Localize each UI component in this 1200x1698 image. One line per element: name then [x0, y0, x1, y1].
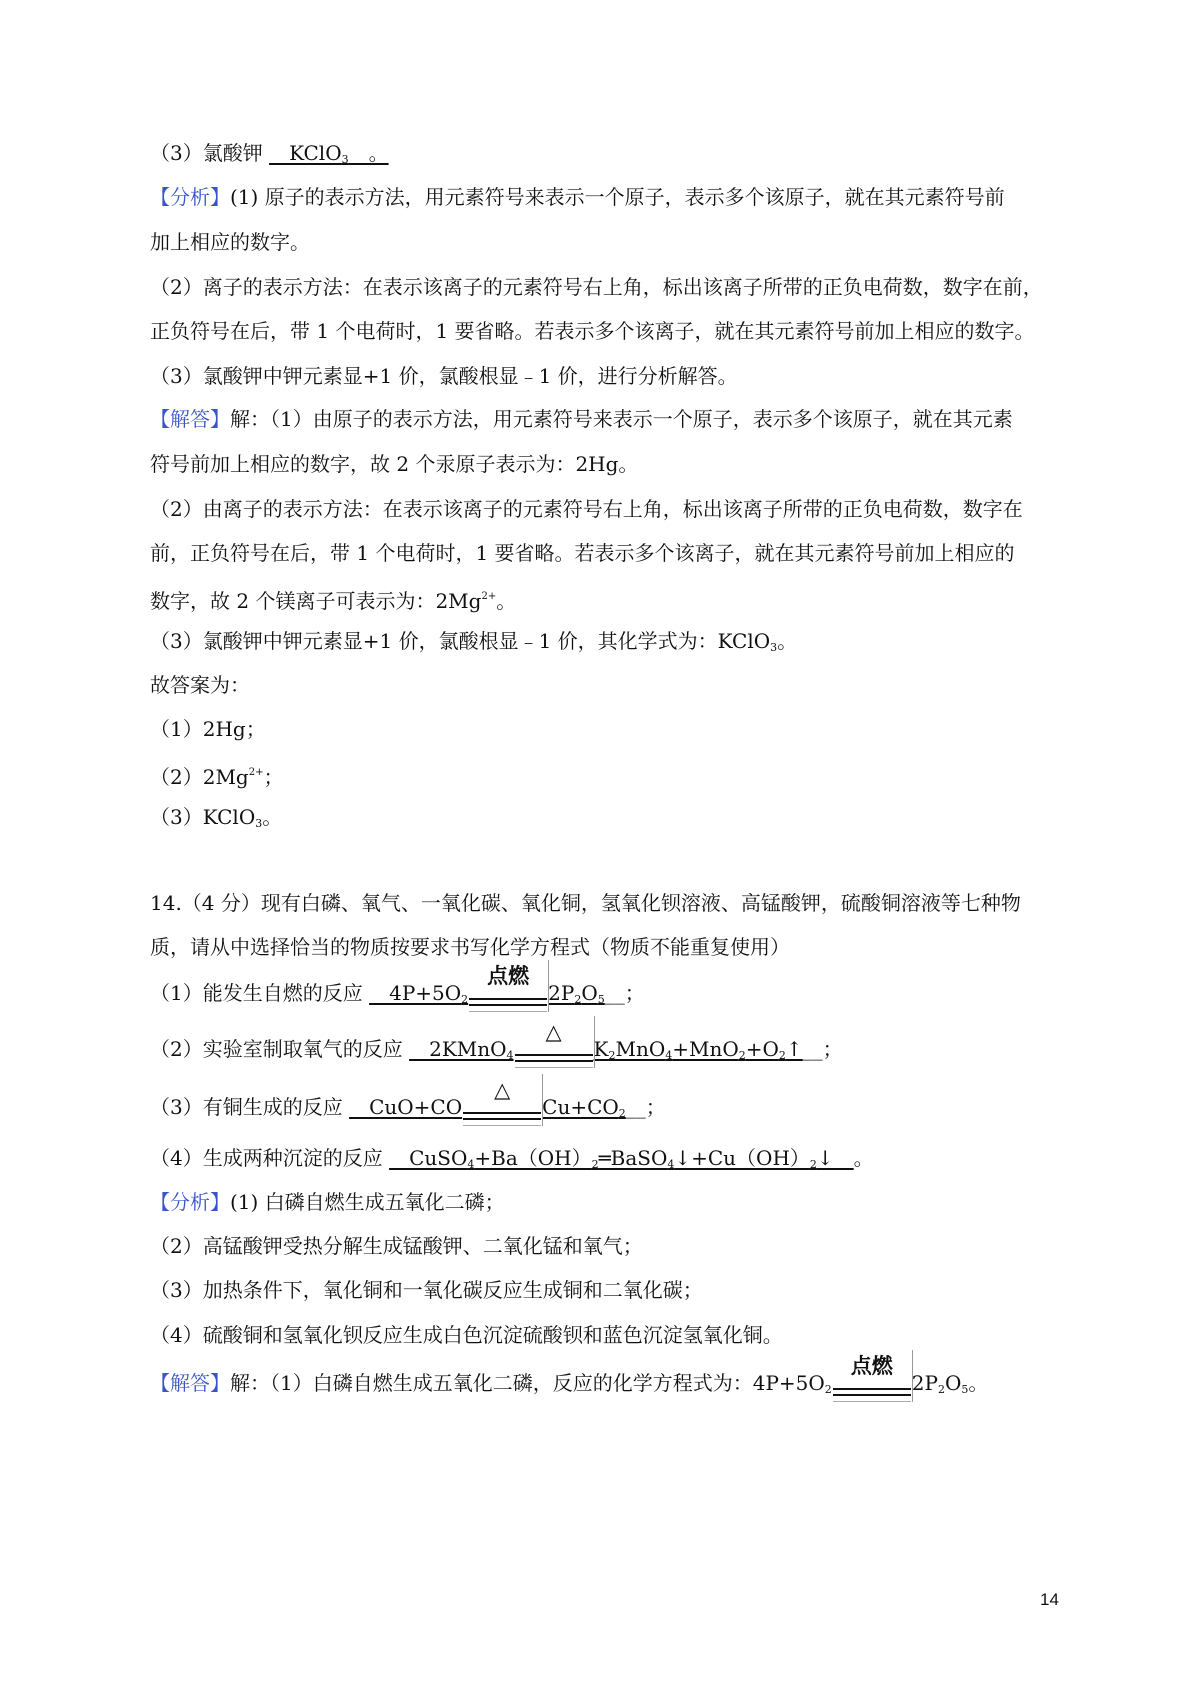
analysis-line-2: （2）离子的表示方法：在表示该离子的元素符号右上角，标出该离子所带的正负电荷数，数字在前， — [150, 275, 1043, 299]
answer-3: （3）KClO$_3$。 — [150, 805, 283, 830]
q14-stem-cont: 质，请从中选择恰当的物质按要求书写化学方程式（物质不能重复使用） — [150, 935, 790, 959]
q14-analysis-4: （4）硫酸铜和氢氧化钡反应生成白色沉淀硫酸钡和蓝色沉淀氢氧化铜。 — [150, 1323, 783, 1347]
solution-line-2: （2）由离子的表示方法：在表示该离子的元素符号右上角，标出该离子所带的正负电荷数，数字在 — [150, 497, 1023, 521]
q14-part3: （3）有铜生成的反应 __CuO+CO △ $Cu+CO_2\_\_$； — [150, 1092, 666, 1129]
analysis-line-2-cont: 正负符号在后，带 1 个电荷时，1 要省略。若表示多个该离子，就在其元素符号前加上相应的数字。 — [150, 319, 1035, 343]
answer-blank: __KClO$_3$__。 — [269, 141, 389, 166]
analysis-line-1-cont: 加上相应的数字。 — [150, 230, 310, 254]
analysis-tag: 【分析】 — [150, 1190, 230, 1214]
q14-stem: 14.（4 分）现有白磷、氧气、一氧化碳、氧化铜，氢氧化钡溶液、高锰酸钾，硫酸铜溶液等七种物 — [150, 891, 1021, 915]
q14-part1: （1）能发生自燃的反应 $\_\_4P+5O_2$ 点燃 $2P_2O_5\_\_$； — [150, 978, 645, 1015]
q14-analysis-2: （2）高锰酸钾受热分解生成锰酸钾、二氧化锰和氧气； — [150, 1234, 643, 1258]
answer-heading: 故答案为： — [150, 673, 250, 697]
question-text: （3）氯酸钾 — [150, 141, 263, 165]
solution-tag: 【解答】 — [150, 1371, 230, 1395]
page-number: 14 — [1040, 1590, 1059, 1609]
solution-line-1: 【解答】解：（1）由原子的表示方法，用元素符号来表示一个原子，表示多个该原子，就在其元素 — [150, 407, 1013, 431]
analysis-line-1: 【分析】(1) 原子的表示方法，用元素符号来表示一个原子，表示多个该原子，就在其元素符号前 — [150, 185, 1005, 209]
q14-analysis-1: 【分析】(1) 白磷自燃生成五氧化二磷； — [150, 1190, 505, 1214]
solution-line-2-cont2: 数字，故 2 个镁离子可表示为：$2Mg^{2+}$。 — [150, 589, 517, 613]
reaction-condition-arrow: 点燃 — [469, 978, 547, 1008]
q14-part2: （2）实验室制取氧气的反应 __2KMnO$_4$ △ $K_2MnO_4+MnO_2+O_2↑\_\_$； — [150, 1034, 843, 1071]
analysis-tag: 【分析】 — [150, 185, 230, 209]
solution-line-1-cont: 符号前加上相应的数字，故 2 个汞原子表示为：2Hg。 — [150, 452, 639, 476]
reaction-condition-arrow: △ — [463, 1092, 541, 1122]
reaction-condition-arrow: 点燃 — [833, 1368, 911, 1398]
reaction-condition-arrow: △ — [515, 1034, 593, 1064]
solution-tag: 【解答】 — [150, 407, 230, 431]
answer-1: （1）2Hg； — [150, 717, 266, 741]
solution-line-3: （3）氯酸钾中钾元素显+1 价，氯酸根显﹣1 价，其化学式为：KClO$_3$。 — [150, 629, 798, 654]
q14-solution-1: 【解答】解：（1）白磷自燃生成五氧化二磷，反应的化学方程式为：$4P+5O_2$ 点燃 $2P_2O_5$。 — [150, 1368, 988, 1405]
analysis-line-3: （3）氯酸钾中钾元素显+1 价，氯酸根显﹣1 价，进行分析解答。 — [150, 364, 738, 388]
q14-analysis-3: （3）加热条件下，氧化铜和一氧化碳反应生成铜和二氧化碳； — [150, 1278, 703, 1302]
q13-part3-question — [150, 138, 389, 175]
answer-2: $(2)2Mg^{2+}$； — [150, 765, 284, 789]
solution-line-2-cont: 前，正负符号在后，带 1 个电荷时，1 要省略。若表示多个该离子，就在其元素符号前加上相应的 — [150, 541, 1015, 565]
q14-part4: （4）生成两种沉淀的反应 $\_\_CuSO_4+Ba(OH)_2═BaSO_4↓+Cu(OH)_2↓\_\_$。 — [150, 1146, 874, 1171]
